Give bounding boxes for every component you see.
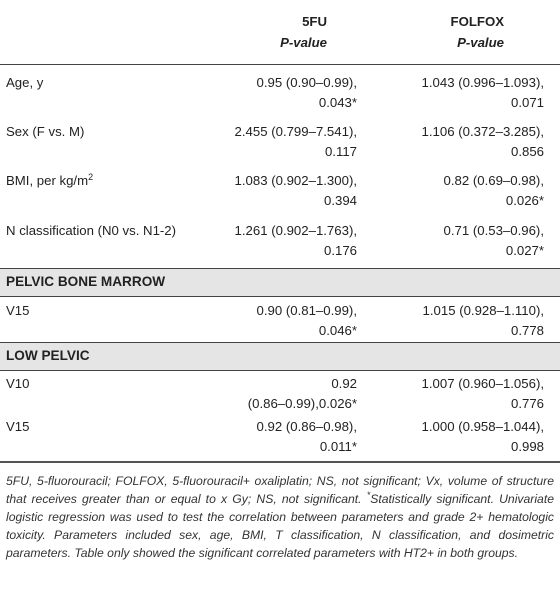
- table-footnote: 5FU, 5-fluorouracil; FOLFOX, 5-fluorouracil+ oxaliplatin; NS, not significant; Vx, volume of structure that receives greater than or equal to x Gy; NS, not significant. *Statistically significant. Univariate logistic regression was used to test the correlation between parameters and grade 2+ hematologic toxicity. Parameters included sex, age, BMI, T classification, N classification, and dosimetric parameters. Table only showed the significant correlated parameters with HT2+ in both groups.: [6, 474, 554, 560]
- header-folfox-sub: P-value: [457, 35, 504, 50]
- cell-5fu: 1.083 (0.902–1.300), 0.394: [234, 173, 357, 208]
- header-rule: [0, 64, 560, 65]
- header-folfox: [382, 11, 504, 53]
- row-label: V15: [6, 419, 30, 434]
- cell-folfox: 1.015 (0.928–1.110), 0.778: [422, 303, 544, 338]
- cell-5fu: 0.90 (0.81–0.99), 0.046*: [256, 303, 357, 338]
- row-label: V10: [6, 376, 30, 391]
- cell-folfox: 1.000 (0.958–1.044), 0.998: [421, 419, 544, 454]
- row-label: N classification (N0 vs. N1-2): [6, 223, 177, 238]
- cell-folfox: 0.71 (0.53–0.96), 0.027*: [443, 223, 544, 258]
- cell-folfox: 1.106 (0.372–3.285), 0.856: [421, 124, 544, 159]
- table-bottom-rule: [0, 461, 560, 463]
- header-5fu-sub: P-value: [280, 35, 327, 50]
- cell-5fu: 1.261 (0.902–1.763), 0.176: [234, 223, 357, 258]
- cell-5fu: 2.455 (0.799–7.541), 0.117: [234, 124, 357, 159]
- row-label: BMI, per $kg/m^2$: [6, 172, 94, 188]
- cell-folfox: 1.043 (0.996–1.093), 0.071: [421, 75, 544, 110]
- cell-folfox: 1.007 (0.960–1.056), 0.776: [421, 376, 544, 411]
- row-label: V15: [6, 303, 30, 318]
- cell-5fu: 0.92 (0.86–0.98), 0.011*: [256, 419, 357, 454]
- section-title: PELVIC BONE MARROW: [6, 274, 166, 289]
- cell-5fu: 0.95 (0.90–0.99), 0.043*: [256, 75, 357, 110]
- cell-5fu: 0.92 (0.86–0.99),0.026*: [247, 376, 357, 411]
- row-label: Age, y: [6, 75, 44, 90]
- row-label: Sex (F vs. M): [6, 124, 85, 139]
- section-header-pelvic-bone-marrow: [0, 268, 560, 297]
- header-5fu-name: 5FU: [302, 14, 327, 29]
- cell-folfox: 0.82 (0.69–0.98), 0.026*: [443, 173, 544, 208]
- section-header-low-pelvic: [0, 342, 560, 371]
- section-title: LOW PELVIC: [6, 348, 90, 363]
- header-folfox-name: FOLFOX: [450, 14, 504, 29]
- header-5fu: [195, 11, 327, 53]
